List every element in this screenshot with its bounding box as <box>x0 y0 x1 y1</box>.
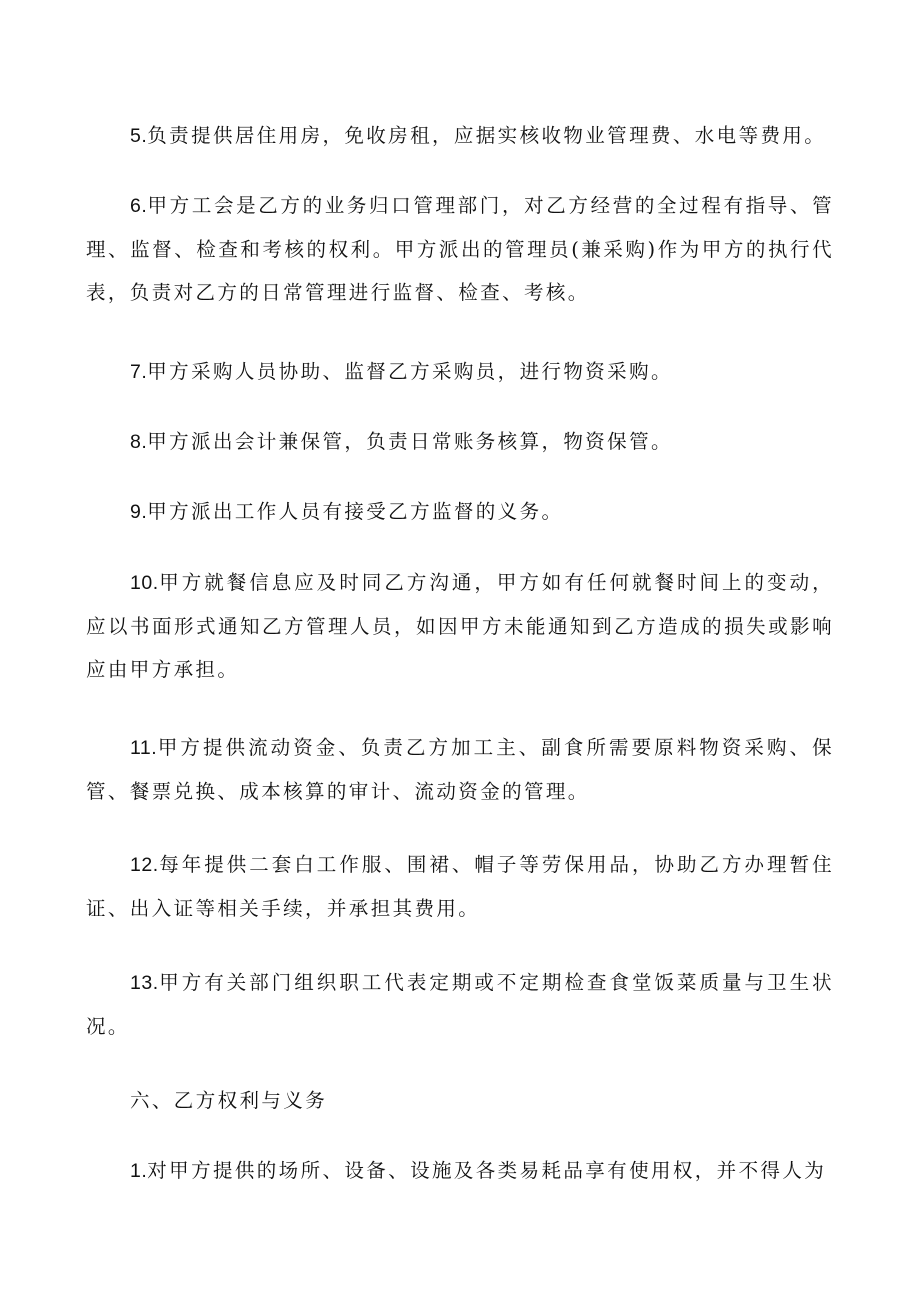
paragraph-text: 甲方派出会计兼保管，负责日常账务核算，物资保管。 <box>147 430 673 453</box>
paragraph-7 <box>86 350 834 394</box>
paragraph-number: 6. <box>130 195 148 217</box>
paragraph-10 <box>86 561 834 691</box>
paragraph-text: 对甲方提供的场所、设备、设施及各类易耗品享有使用权，并不得人为 <box>147 1159 827 1182</box>
paragraph-number: 5. <box>130 125 148 147</box>
paragraph-text: 甲方派出工作人员有接受乙方监督的义务。 <box>147 500 564 523</box>
paragraph-text: 甲方就餐信息应及时同乙方沟通，甲方如有任何就餐时间上的变动，应以书面形式通知乙方管理人员，如因甲方未能通知到乙方造成的损失或影响应由甲方承担。 <box>86 571 834 681</box>
paragraph-text: 甲方提供流动资金、负责乙方加工主、副食所需要原料物资采购、保管、餐票兑换、成本核算的审计、流动资金的管理。 <box>86 736 834 803</box>
paragraph-9 <box>86 490 834 534</box>
paragraph-text: 甲方采购人员协助、监督乙方采购员，进行物资采购。 <box>147 360 673 383</box>
paragraph-13 <box>86 961 834 1048</box>
paragraph-12 <box>86 843 834 930</box>
paragraph-11 <box>86 726 834 813</box>
paragraph-number: 12. <box>130 854 159 876</box>
paragraph-number: 7. <box>130 361 148 383</box>
paragraph-5 <box>86 114 834 158</box>
paragraph-last <box>86 1149 834 1193</box>
paragraph-number: 13. <box>130 972 159 994</box>
paragraph-number: 1. <box>130 1160 148 1182</box>
paragraph-6 <box>86 184 834 314</box>
section-heading: 六、乙方权利与义务 <box>130 1089 328 1112</box>
paragraph-text: 负责提供居住用房，免收房租，应据实核收物业管理费、水电等费用。 <box>147 124 827 147</box>
paragraph-text: 甲方工会是乙方的业务归口管理部门，对乙方经营的全过程有指导、管理、监督、检查和考核的权利。甲方派出的管理员(兼采购)作为甲方的执行代表，负责对乙方的日常管理进行监督、检查、考核。 <box>86 194 834 304</box>
paragraph-text: 每年提供二套白工作服、围裙、帽子等劳保用品，协助乙方办理暂住证、出入证等相关手续，并承担其费用。 <box>86 853 834 920</box>
paragraph-number: 10. <box>130 572 159 594</box>
paragraph-text: 甲方有关部门组织职工代表定期或不定期检查食堂饭菜质量与卫生状况。 <box>86 971 834 1038</box>
paragraph-number: 8. <box>130 431 148 453</box>
paragraph-number: 11. <box>130 737 158 759</box>
paragraph-number: 9. <box>130 501 148 523</box>
paragraph-8 <box>86 420 834 464</box>
